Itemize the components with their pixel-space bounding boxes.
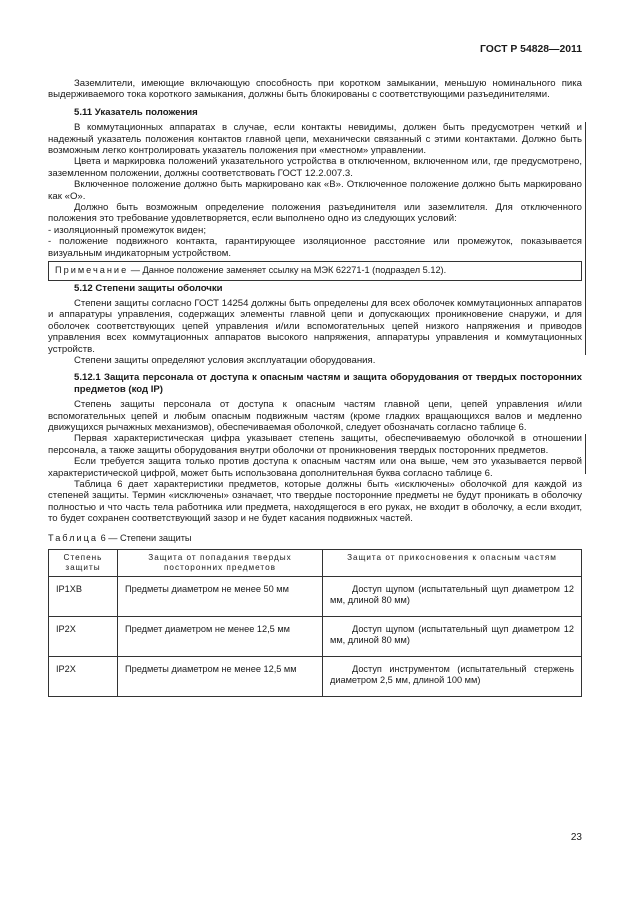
paragraph: Цвета и маркировка положений указательного устройства в отключенном, включенном или, где предусмотрено, заземленном положении, должны соответствовать ГОСТ 12.2.007.3. [48, 156, 582, 179]
revision-bar [585, 434, 586, 474]
note-label: Примечание [55, 265, 129, 276]
paragraph: Таблица 6 дает характеристики предметов, которые должны быть «исключены» оболочкой для каждой из степеней защиты. Термин «исключены» означает, что твердые посторонние предметы не будут проникать в оболочку полностью и что часть тела работника или предмета, находящегося в его руках, не входит в оболочку, а если входит, то будет сохранен соответствующий зазор и не будет касания подвижных частей. [48, 479, 582, 525]
table-caption-label: Таблица [48, 532, 99, 543]
section-heading-5-12-1: 5.12.1 Защита персонала от доступа к опасным частям и защита оборудования от твердых посторонних предметов (код IP) [74, 372, 582, 395]
list-item: - изоляционный промежуток виден; [48, 224, 206, 236]
page-number: 23 [570, 831, 582, 843]
paragraph: Степени защиты согласно ГОСТ 14254 должны быть определены для всех оболочек коммутационных аппаратов и аппаратуры управления, содержащих элементы главной цепи и допускающих проникновение снаружи, и для оболочек соответствующих цепей управления и/или вспомогательных цепей низкого напряжения и приводов управления всех коммутационных аппаратов высокого напряжения, аппаратуры управления и коммутационных устройств. [48, 297, 582, 355]
paragraph: Если требуется защита только против доступа к опасным частям или она выше, чем это указывается первой характеристической цифрой, может быть использована дополнительная буква согласно таблице 6. [48, 456, 582, 479]
table-header-contact: Защита от прикосновения к опасным частям [323, 550, 582, 577]
table-cell-degree: IP2X [49, 617, 118, 657]
paragraph: Первая характеристическая цифра указывает степень защиты, обеспечиваемую оболочкой в отношении персонала, а также защиты оборудования внутри оболочки от проникновения твердых посторонних предметов. [48, 433, 582, 456]
revision-bar [585, 122, 586, 355]
table-row [49, 617, 582, 657]
table-header-degree: Степень защиты [49, 550, 118, 577]
paragraph: Степень защиты персонала от доступа к опасным частям главной цепи, цепей управления и/или вспомогательных цепей и любым опасным подвижным частям (кроме гладких вращающихся валов и медленно движущихся рычажных механизмов), обеспечиваемая оболочкой, следует обозначать согласно таблице 6. [48, 399, 582, 433]
table-header-objects: Защита от попадания твердых посторонних предметов [118, 550, 323, 577]
table-cell-objects: Предметы диаметром не менее 50 мм [118, 577, 323, 617]
paragraph: Должно быть возможным определение положения разъединителя или заземлителя. Для отключенного положения это требование удовлетворяется, если выполнено одно из следующих условий: [48, 202, 582, 225]
note-text: — Данное положение заменяет ссылку на МЭК 62271-1 (подраздел 5.12). [130, 265, 447, 276]
paragraph: Включенное положение должно быть маркировано как «В». Отключенное положение должно быть маркировано как «О». [48, 179, 582, 202]
note-box [48, 261, 582, 280]
section-heading-5-12: 5.12 Степени защиты оболочки [74, 282, 223, 294]
table-cell-contact: Доступ щупом (испытательный щуп диаметром 12 мм, длиной 80 мм) [323, 617, 582, 657]
protection-degree-table [48, 549, 582, 697]
table-header-row [49, 550, 582, 577]
document-code: ГОСТ Р 54828—2011 [480, 44, 582, 55]
section-heading-5-11: 5.11 Указатель положения [74, 106, 198, 118]
list-item: - положение подвижного контакта, гарантирующее изоляционное расстояние или промежуток, показывается визуальным индикаторным устройством. [48, 236, 582, 259]
table-cell-objects: Предметы диаметром не менее 12,5 мм [118, 657, 323, 697]
table-cell-contact: Доступ инструментом (испытательный стержень диаметром 2,5 мм, длиной 100 мм) [323, 657, 582, 697]
table-row [49, 657, 582, 697]
table-cell-degree: IP2X [49, 657, 118, 697]
paragraph: В коммутационных аппаратах в случае, если контакты невидимы, должен быть предусмотрен четкий и надежный указатель положения контактов главной цепи, механически связанный с этими контактами. Должно быть возможным легко контролировать указатель положения при «местном» управлении. [48, 122, 582, 157]
table-cell-objects: Предмет диаметром не менее 12,5 мм [118, 617, 323, 657]
document-body [48, 78, 582, 697]
table-row [49, 577, 582, 617]
intro-paragraph: Заземлители, имеющие включающую способность при коротком замыкании, меньшую номинального пика выдерживаемого тока короткого замыкания, должны быть блокированы с соответствующими разъединителями. [48, 78, 582, 101]
table-cell-degree: IP1XB [49, 577, 118, 617]
paragraph: Степени защиты определяют условия эксплуатации оборудования. [74, 354, 376, 366]
table-caption [48, 533, 582, 544]
table-caption-text: 6 — Степени защиты [100, 532, 192, 543]
table-cell-contact: Доступ щупом (испытательный щуп диаметром 12 мм, длиной 80 мм) [323, 577, 582, 617]
